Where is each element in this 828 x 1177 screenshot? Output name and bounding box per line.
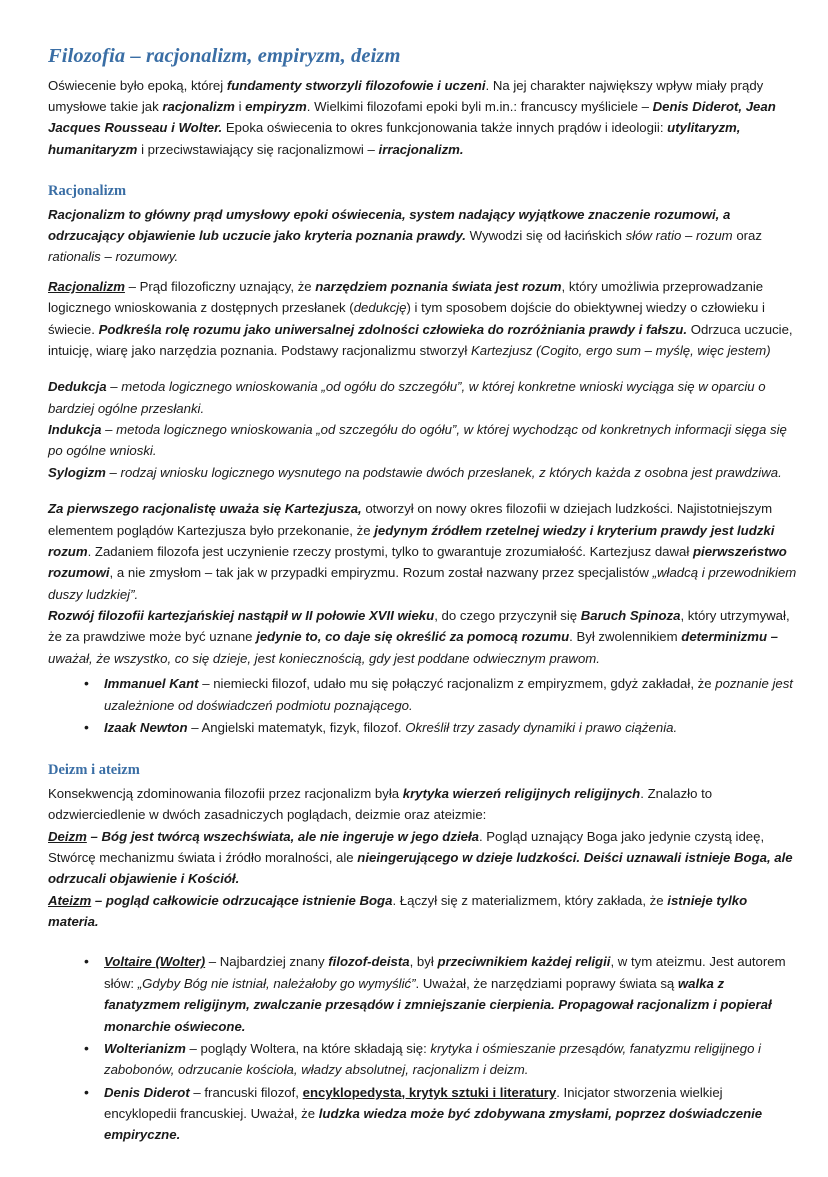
deizm-term: Deizm — [48, 828, 87, 844]
deizm-text-1: . Pogląd uznający Boga jako jedynie czystą ideę, Stwórcę mechanizmu świata i źródło moralności, ale — [48, 828, 765, 865]
section-heading-deizm: Deizm i ateizm — [48, 762, 140, 779]
racjonalizm-concept-text-4: Odrzuca uczucie, intuicję, wiarę jako narzędzia poznania. Podstawy racjonalizmu stworzył — [48, 321, 793, 358]
spacer — [48, 160, 798, 182]
bullet-kant-name: Immanuel Kant — [104, 676, 199, 692]
racjonalizm-concept-text-3: ) i tym sposobem dojście do obiektywnej wiedzy o człowieku i świecie. — [48, 300, 765, 337]
kartezjusz-emph-3: pierwszeństwo rozumowi — [48, 543, 787, 581]
ateizm-dash: – — [91, 892, 106, 908]
spinoza-text-1: , do czego przyczynił się — [434, 608, 581, 624]
racjonalizm-concept-emph-2: Podkreśla rolę rozumu jako uniwersalnej zdolności człowieka do rozróżniania prawdy i fałszu. — [98, 321, 688, 337]
section-heading-racjonalizm: Racjonalizm — [48, 183, 127, 200]
kartezjusz-text-1: otworzył on nowy okres filozofii w dziejach ludzkości. Najistotniejszym elementem poglądów Kartezjusza było przekonanie, że — [48, 501, 773, 538]
deizm-period: . — [235, 871, 240, 887]
spacer — [48, 361, 798, 376]
list-item — [104, 951, 798, 1037]
racjonalizm-concept — [48, 276, 798, 362]
racjonalizm-concept-italic-1: dedukcję — [353, 300, 407, 316]
metoda-indukcja-term: Indukcja — [48, 422, 102, 438]
spinoza-paragraph — [48, 605, 798, 669]
metoda-dedukcja — [48, 376, 798, 419]
page-title: Filozofia – racjonalizm, empiryzm, deizm — [48, 45, 401, 67]
metoda-indukcja — [48, 419, 798, 462]
wolterianizm-text-1: – poglądy Woltera, na które składają się: — [185, 1040, 431, 1056]
racjonalizm-concept-text-1: – Prąd filozoficzny uznający, że — [124, 278, 316, 294]
bullet-voltaire-emph-1: filozof-deista — [328, 954, 410, 970]
metoda-indukcja-text: – metoda logicznego wnioskowania „od szczegółu do ogółu”, w której wychodząc od konkretnych informacji sięga się po ogólne wnioski. — [48, 422, 787, 459]
racjonalizm-def-emph: Racjonalizm to główny prąd umysłowy epoki oświecenia, system nadający wyjątkowe znaczenie rozumowi, a odrzucający objawienie lub uczucie jako kryteria poznania prawdy. — [48, 206, 731, 244]
ateizm-emph-2: istnieje tylko materia. — [48, 892, 748, 930]
intro-paragraph — [48, 75, 798, 161]
bullet-voltaire-text-2: , był — [409, 954, 438, 970]
bullet-voltaire-text-3: , w tym ateizmu. Jest autorem słów: — [104, 954, 786, 991]
intro-text-3: i — [234, 98, 246, 114]
intro-emph-5: utylitaryzm, humanitaryzm — [48, 120, 741, 157]
racjonalizm-concept-text-2: , który umożliwia przeprowadzanie logicznego wnioskowania z dostępnych przesłanek ( — [48, 278, 764, 316]
bullet-voltaire-name: Voltaire (Wolter) — [104, 954, 206, 970]
spinoza-emph-3: determinizmu – — [681, 629, 778, 645]
intro-emph-3: empiryzm — [245, 98, 307, 114]
bullet-voltaire-text-1: – Najbardziej znany — [205, 954, 329, 970]
list-item — [104, 1082, 798, 1146]
racjonalizm-def-latin-2: rationalis – rozumowy. — [48, 249, 179, 265]
bullet-voltaire-emph-2: przeciwnikiem każdej religii — [437, 954, 611, 970]
spinoza-text-3: . Był zwolennikiem — [569, 629, 682, 645]
deizm-intro-text-2: . Znalazło to odzwierciedlenie w dwóch zasadniczych poglądach, deizmie oraz ateizmie: — [48, 785, 713, 823]
spacer — [48, 268, 798, 276]
bullet-kant-text-1: – niemiecki filozof, udało mu się połączyć racjonalizm z empiryzmem, gdyż zakładał, że — [198, 676, 716, 692]
intro-emph-2: racjonalizm — [162, 98, 235, 114]
kartezjusz-emph-2: jedynym źródłem rzetelnej wiedzy i kryterium prawdy jest ludzki rozum — [48, 522, 775, 559]
bullet-newton-name: Izaak Newton — [104, 719, 188, 735]
ateizm-definition — [48, 890, 798, 933]
deizm-intro — [48, 783, 798, 826]
racjonalizm-concept-emph-1: narzędziem poznania świata jest rozum — [315, 278, 562, 294]
spacer — [48, 739, 798, 761]
racjonalizm-concept-italic-2: Kartezjusz (Cogito, ergo sum – myślę, więc jestem) — [470, 342, 771, 358]
intro-text-2: . Na jej charakter największy wpływ miały prądy umysłowe takie jak — [48, 77, 764, 114]
list-item — [104, 1038, 798, 1081]
metoda-sylogizm — [48, 462, 798, 483]
bullet-diderot-name: Denis Diderot — [104, 1084, 190, 1100]
bullet-newton-text-1: – Angielski matematyk, fizyk, filozof. — [187, 719, 406, 735]
spacer — [48, 483, 798, 498]
metoda-sylogizm-term: Sylogizm — [48, 464, 106, 480]
bullet-kant-text-2: poznanie jest uzależnione od doświadczeń podmiotu poznającego. — [104, 676, 793, 713]
spinoza-text-4: uważał, że wszystko, co się dzieje, jest koniecznością, gdy jest poddane odwiecznym prawom. — [48, 650, 600, 666]
bullet-voltaire-text-4: . Uważał, że narzędziami poprawy świata są — [415, 975, 678, 991]
racjonalizm-concept-term: Racjonalizm — [48, 278, 125, 294]
deizm-emph-1: Bóg jest twórcą wszechświata, ale nie ingeruje w jego dzieła — [101, 828, 479, 844]
intro-emph-1: fundamenty stworzyli filozofowie i uczeni — [226, 77, 486, 93]
racjonalizm-definition — [48, 204, 798, 268]
intro-text-5: Epoka oświecenia to okres funkcjonowania także innych prądów i ideologii: — [222, 120, 668, 136]
kartezjusz-emph-1: Za pierwszego racjonalistę uważa się Kartezjusza, — [48, 501, 362, 517]
ateizm-text-1: . Łączył się z materializmem, który zakłada, że — [392, 892, 668, 908]
spinoza-text-2: , który utrzymywał, że za prawdziwe może być uznane — [48, 608, 790, 645]
racjonalizm-def-latin-1: słów ratio – rozum — [625, 228, 733, 244]
intro-emph-4: Denis Diderot, Jean Jacques Rousseau i Wolter. — [48, 98, 776, 136]
wolterianizm-text-2: krytyka i ośmieszanie przesądów, fanatyzmu religijnego i zabobonów, odrzucanie kościoła, władzy absolutnej, racjonalizm i deizm. — [104, 1040, 761, 1078]
spacer — [48, 932, 798, 947]
kartezjusz-text-3: , a nie zmysłom – tak jak w przypadki empiryzmu. Rozum został nazwany przez specjalistów — [109, 565, 653, 581]
metoda-dedukcja-term: Dedukcja — [48, 379, 107, 395]
bullet-diderot-text-2: . Inicjator stworzenia wielkiej encyklopedii francuskiej. Uważał, że — [104, 1084, 723, 1122]
intro-text-6: i przeciwstawiający się racjonalizmowi – — [137, 141, 379, 157]
intro-text-4: . Wielkimi filozofami epoki byli m.in.: francuscy myśliciele – — [306, 98, 653, 114]
deizm-dash: – — [86, 828, 102, 844]
deizm-bullet-list — [48, 951, 798, 1145]
bullet-voltaire-emph-3: walka z fanatyzmem religijnym, zwalczanie przesądów i zmniejszanie cierpienia. Propagował racjonalizm i popierał monarchie oświecone. — [104, 975, 772, 1034]
metoda-dedukcja-text: – metoda logicznego wnioskowania „od ogółu do szczegółu”, w której konkretne wnioski wyciąga się w oparciu o bardziej ogólne przesłanki. — [48, 379, 766, 416]
intro-text-1: Oświecenie było epoką, której — [48, 77, 227, 93]
wolterianizm-term: Wolterianizm — [104, 1040, 186, 1056]
deizm-intro-emph: krytyka wierzeń religijnych religijnych — [402, 785, 641, 801]
list-item — [104, 673, 798, 716]
kartezjusz-paragraph — [48, 498, 798, 605]
bullet-diderot-text-1: – francuski filozof, — [189, 1084, 303, 1100]
racjonalizm-def-text-2: oraz — [732, 228, 762, 244]
spinoza-name: Baruch Spinoza — [580, 608, 681, 624]
ateizm-term: Ateizm — [48, 892, 92, 908]
kartezjusz-quote: „władcą i przewodnikiem duszy ludzkiej”. — [48, 565, 797, 602]
deizm-intro-text-1: Konsekwencją zdominowania filozofii przez racjonalizm była — [48, 785, 403, 801]
intro-emph-6: irracjonalizm. — [378, 141, 464, 157]
list-item — [104, 717, 798, 738]
kartezjusz-text-2: . Zadaniem filozofa jest uczynienie rzeczy prostymi, tylko to gwarantuje zrozumiałość. Kartezjusz dawał — [87, 543, 693, 559]
deizm-emph-2: nieingerującego w dzieje ludzkości. Deiści uznawali istnieje Boga, ale odrzucali objawienie i Kościół — [48, 849, 793, 887]
metoda-sylogizm-text: – rodzaj wniosku logicznego wysnutego na podstawie dwóch przesłanek, z których każda z osobna jest prawdziwa. — [105, 464, 782, 480]
spinoza-emph-1: Rozwój filozofii kartezjańskiej nastąpił w II połowie XVII wieku — [48, 608, 435, 624]
bullet-newton-text-2: Określił trzy zasady dynamiki i prawo ciążenia. — [405, 719, 678, 735]
bullet-diderot-emph-2: ludzka wiedza może być zdobywana zmysłami, poprzez doświadczenie empiryczne. — [104, 1106, 763, 1143]
spinoza-emph-2: jedynie to, co daje się określić za pomocą rozumu — [256, 629, 570, 645]
racjonalizm-def-text-1: Wywodzi się od łacińskich — [465, 228, 626, 244]
bullet-voltaire-quote: „Gdyby Bóg nie istniał, należałoby go wymyślić” — [137, 975, 416, 991]
ateizm-emph-1: pogląd całkowicie odrzucające istnienie Boga — [105, 892, 393, 908]
racjonalizm-bullet-list — [48, 673, 798, 738]
bullet-diderot-emph-1: encyklopedysta, krytyk sztuki i literatury — [302, 1084, 557, 1100]
deizm-definition — [48, 826, 798, 890]
